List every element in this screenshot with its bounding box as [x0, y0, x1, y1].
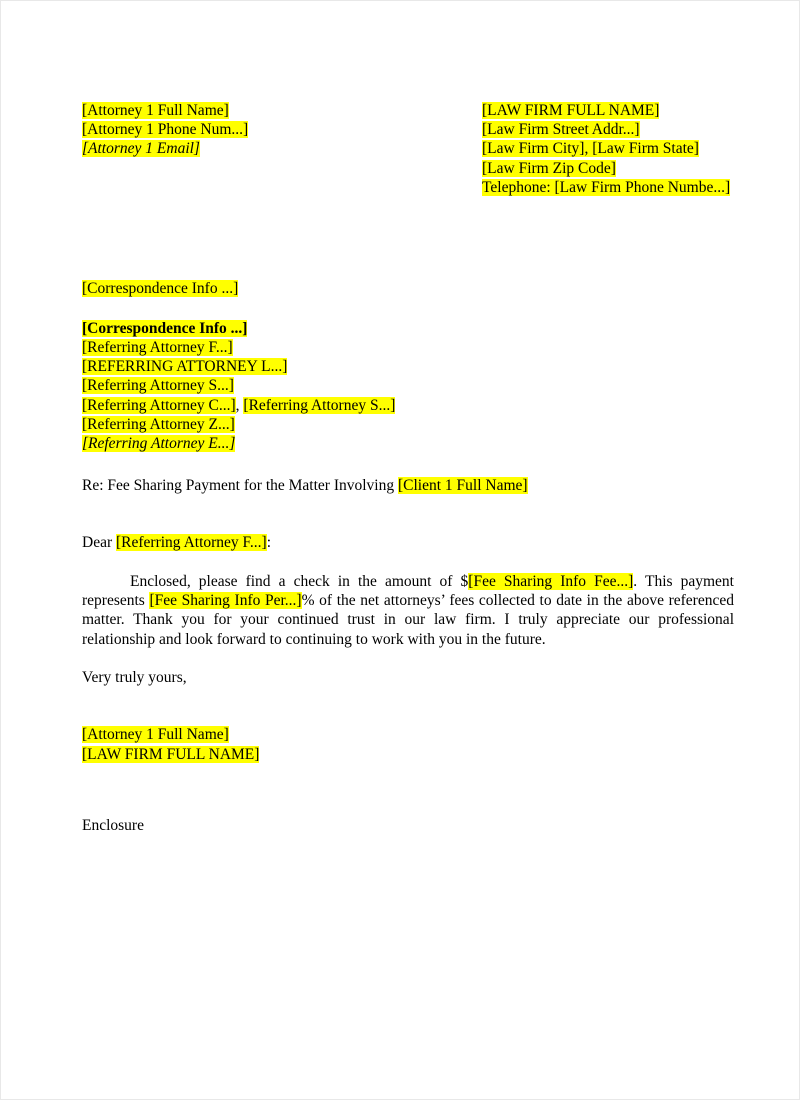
valediction-text: Very truly yours, — [82, 669, 187, 687]
recipient-line-2 — [82, 338, 734, 357]
referring-attorney-state-field: [Referring Attorney S...] — [243, 396, 396, 414]
firm-city-state-line — [482, 139, 734, 158]
salutation-name-field: [Referring Attorney F...] — [116, 534, 267, 552]
law-firm-zip-field: [Law Firm Zip Code] — [482, 159, 616, 177]
body-paragraph — [82, 572, 734, 650]
closing-line — [82, 668, 734, 687]
referring-attorney-first-field: [Referring Attorney F...] — [82, 338, 233, 356]
letterhead-attorney-block — [82, 101, 442, 159]
attorney-email-field: [Attorney 1 Email] — [82, 140, 200, 158]
salutation-punctuation: : — [266, 534, 272, 552]
signature-block — [82, 725, 734, 763]
salutation-line — [82, 533, 734, 552]
recipient-line-7 — [82, 434, 734, 453]
fee-percentage-field: [Fee Sharing Info Per...] — [149, 591, 302, 609]
salutation-greeting: Dear — [82, 534, 116, 552]
body-segment-2: . This payment represents — [82, 572, 734, 609]
body-segment-1: Enclosed, please find a check in the amount of $ — [130, 572, 469, 590]
referring-attorney-city-field: [Referring Attorney C...] — [82, 396, 236, 414]
subject-prefix: Re: Fee Sharing Payment for the Matter Involving — [82, 477, 398, 495]
signature-attorney-name-field: [Attorney 1 Full Name] — [82, 726, 229, 744]
recipient-line-6 — [82, 415, 734, 434]
correspondence-info-field: [Correspondence Info ...] — [82, 319, 248, 337]
letterhead-firm-block — [482, 101, 734, 197]
attorney-name-line — [82, 101, 442, 120]
enclosure-notation — [82, 816, 734, 835]
attorney-phone-field: [Attorney 1 Phone Num...] — [82, 121, 249, 139]
recipient-line-5 — [82, 396, 734, 415]
correspondence-date-block — [82, 279, 734, 298]
recipient-line-1 — [82, 319, 734, 338]
attorney-phone-line — [82, 120, 442, 139]
attorney-full-name-field: [Attorney 1 Full Name] — [82, 102, 229, 119]
firm-name-line — [482, 101, 734, 120]
letterhead — [82, 101, 734, 219]
enclosure-text: Enclosure — [82, 816, 144, 834]
referring-attorney-zip-field: [Referring Attorney Z...] — [82, 415, 235, 433]
signature-firm-line — [82, 745, 734, 764]
recipient-line-4 — [82, 376, 734, 395]
body-segment-3: % of the net attorneys’ fees collected to date in the above referenced matter. Thank you for your continued trust in our law firm. I truly appreciate our professional relationship and look forward to continuing to work with you in the future. — [82, 591, 734, 648]
client-full-name-field: [Client 1 Full Name] — [397, 477, 528, 495]
law-firm-name-field: [LAW FIRM FULL NAME] — [482, 102, 660, 119]
firm-zip-line — [482, 159, 734, 178]
recipient-line-3 — [82, 357, 734, 376]
law-firm-telephone-field: Telephone: [Law Firm Phone Numbe...] — [482, 178, 731, 196]
referring-attorney-lastname-field: [REFERRING ATTORNEY L...] — [82, 358, 288, 376]
referring-attorney-street-field: [Referring Attorney S...] — [82, 377, 234, 395]
recipient-city-state-separator: , — [235, 396, 244, 414]
signature-firm-name-field: [LAW FIRM FULL NAME] — [82, 745, 260, 763]
law-firm-street-field: [Law Firm Street Addr...] — [482, 121, 640, 139]
signature-attorney-line — [82, 725, 734, 744]
recipient-address-block — [82, 319, 734, 453]
fee-amount-field: [Fee Sharing Info Fee...] — [468, 572, 634, 590]
attorney-email-line — [82, 139, 442, 158]
subject-line — [82, 476, 734, 495]
correspondence-date-line — [82, 279, 734, 298]
referring-attorney-email-field: [Referring Attorney E...] — [82, 434, 236, 452]
law-firm-city-state-field: [Law Firm City], [Law Firm State] — [482, 140, 699, 158]
firm-telephone-line — [482, 178, 734, 197]
firm-street-line — [482, 120, 734, 139]
correspondence-date-field: [Correspondence Info ...] — [82, 280, 239, 297]
letter-body — [82, 101, 734, 835]
